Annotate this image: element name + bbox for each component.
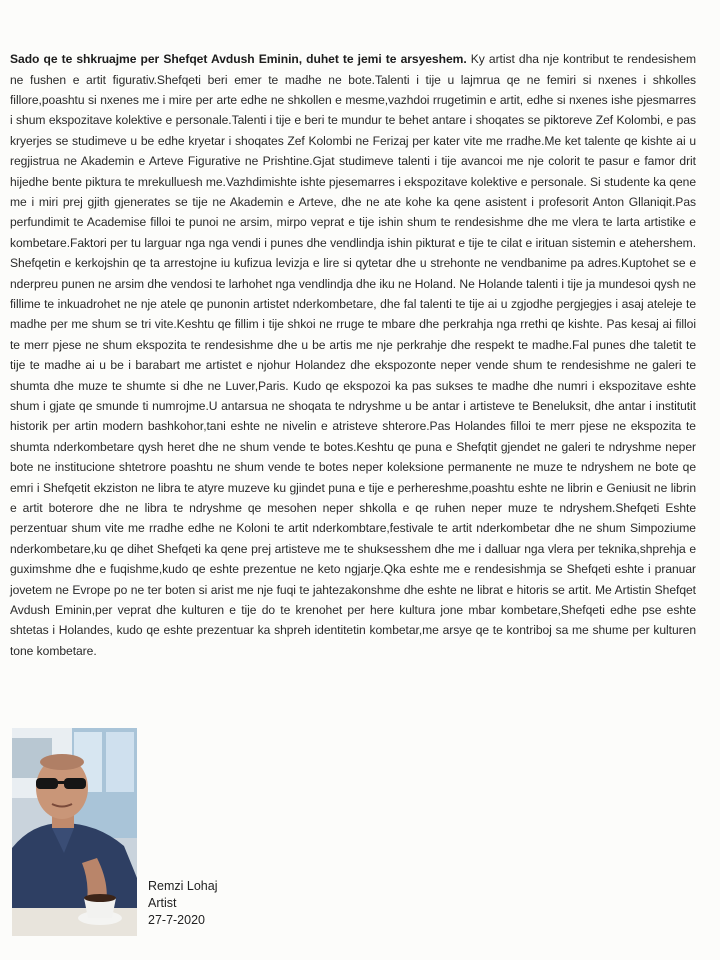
signature-date: 27-7-2020: [148, 913, 205, 927]
signature-title: Artist: [148, 896, 177, 910]
signature-block: [148, 878, 217, 929]
body-text: Ky artist dha nje kontribut te rendesishem ne fushen e artit figurativ.Shefqeti beri emer te madhe ne bote.Talenti i tije u lajmrua qe ne femiri si nxenes i shkolles fillore,poashtu si nxenes me i mire per arte edhe ne shkollen e mesme,vazhdoi rrugetimin e artit, edhe si nxenes ishe pjesmarres i shum ekspozitave kolektive e personale.Talenti i tije e beri te mundur te behet antare i shoqates se piktoreve Zef Kolombi, e pas kryerjes se studimeve u be edhe kryetar i shoqates Zef Kolombi ne Ferizaj per kater vite me rradhe.Me ket talente qe kishte ai u regjistrua ne Akademin e Arteve Figurative ne Prishtine.Gjat studimeve talenti i tije avancoi me nje colorit te pasur e famor drit hijedhe bente piktura te mrekulluesh me.Vazhdimishte ishte pjesemarres i ekspozitave kolektive e personale. Si studente ka qene me i miri prej gjith gjenerates se tije ne Akademin e Arteve, dhe ne ate kohe ka qene asistent i profesorit Anton Gllaniqit.Pas perfundimit te Academise filloi te punoi ne arsim, mirpo veprat e tije ishin shum te rendesishme dhe me vlera te larta artistike e kombetare.Faktori per tu larguar nga nga vendi i punes dhe vendlindja ishin pikturat e tije te cilat e irituan sistemin e atehershem. Shefqetin e kerkojshin qe ta arrestojne iu kufizua levizja e lire si qytetar dhe u strehonte ne vendbanime pa adres.Kuptohet se e nderpreu punen ne arsim dhe vendosi te larhohet nga vendlindja dhe iku ne Holand. Ne Holande talenti i tije ja mundesoi qysh ne fillime te inkuadrohet ne nje atele qe punonin artistet nderkombetare, dhe fal talenti te tije ai u zgjodhe pergjegjes i asaj ateleje te madhe per me shum se tri vite.Keshtu qe fillim i tije shkoi ne rruge te mbare dhe perkrahja nga rrethi qe kishte. Pas kesaj ai filloi te merr pjese ne shum ekspozita te rendesishme dhe u be artis me nje perkrahje dhe respekt te madhe.Fal punes dhe taletit te tije te madhe ai u be i barabart me artistet e njohur Holandez dhe ekspozonte neper vende shum te rendesishme ne galeri te shumta dhe muze te shumte si dhe ne Luver,Paris. Kudo qe ekspozoi ka pas sukses te madhe dhe numri i ekspozitave eshte shum i gjate qe smunde ti numrojme.U antarsua ne shoqata te ndryshme u be antar i artisteve te Beneluksit, dhe antar i institutit historik per artin modern bashkohor,tani eshte ne nivelin e atristeve shterore.Pas Holandes filloi te merr pjese ne ekspozita te shumta nderkombetare qysh heret dhe ne shum vende te botes.Keshtu qe puna e Shefqtit gjendet ne galeri te ndryshme neper bote ne institucione shtetrore poashtu ne shum vende te botes neper koleksione permanente ne muze te ndryshem ne bote qe emri i Shefqetit ekziston ne libra te atyre muzeve ku gjindet puna e tije e perhereshme,poashtu eshte ne librin e Geniusit ne librin e artit boterore dhe ne libra te ndryshme qe mesohen neper shkolla e qe ruhen neper muze te ndryshem.Shefqeti Eshte perzentuar shum vite me rradhe edhe ne Koloni te artit nderkombtare,festivale te artit nderkombetar dhe ne shum Simpoziume nderkombetare,ku qe dihet Shefqeti ka qene prej artisteve me te shuksesshem dhe me i dalluar nga vlera per teknika,shprehja e guximshme dhe e fuqishme,kudo qe eshte prezentue ne keto ngjarje.Qka eshte me e rendesishmja se Shefqeti eshte i pranuar jovetem ne Evrope po ne ter boten si arist me nje fuqi te jahtezakonshme dhe eshte ne librat e hitoris se artit. Me Artistin Shefqet Avdush Eminin,per veprat dhe kulturen e tije do te krenohet per here kultura jone mbar kombetare,Shefqeti edhe pse eshte shtetas i Holandes, kudo qe eshte prezentuar ka shpreh identitetin kombetar,me arsye qe te kontriboj sa me shume per kulturen tone kombetare.: [10, 52, 696, 658]
signature-name: Remzi Lohaj: [148, 879, 218, 893]
body-paragraph: [10, 49, 696, 661]
author-photo: [12, 728, 137, 936]
lead-sentence: Sado qe te shkruajme per Shefqet Avdush Eminin, duhet te jemi te arsyeshem.: [10, 52, 467, 67]
